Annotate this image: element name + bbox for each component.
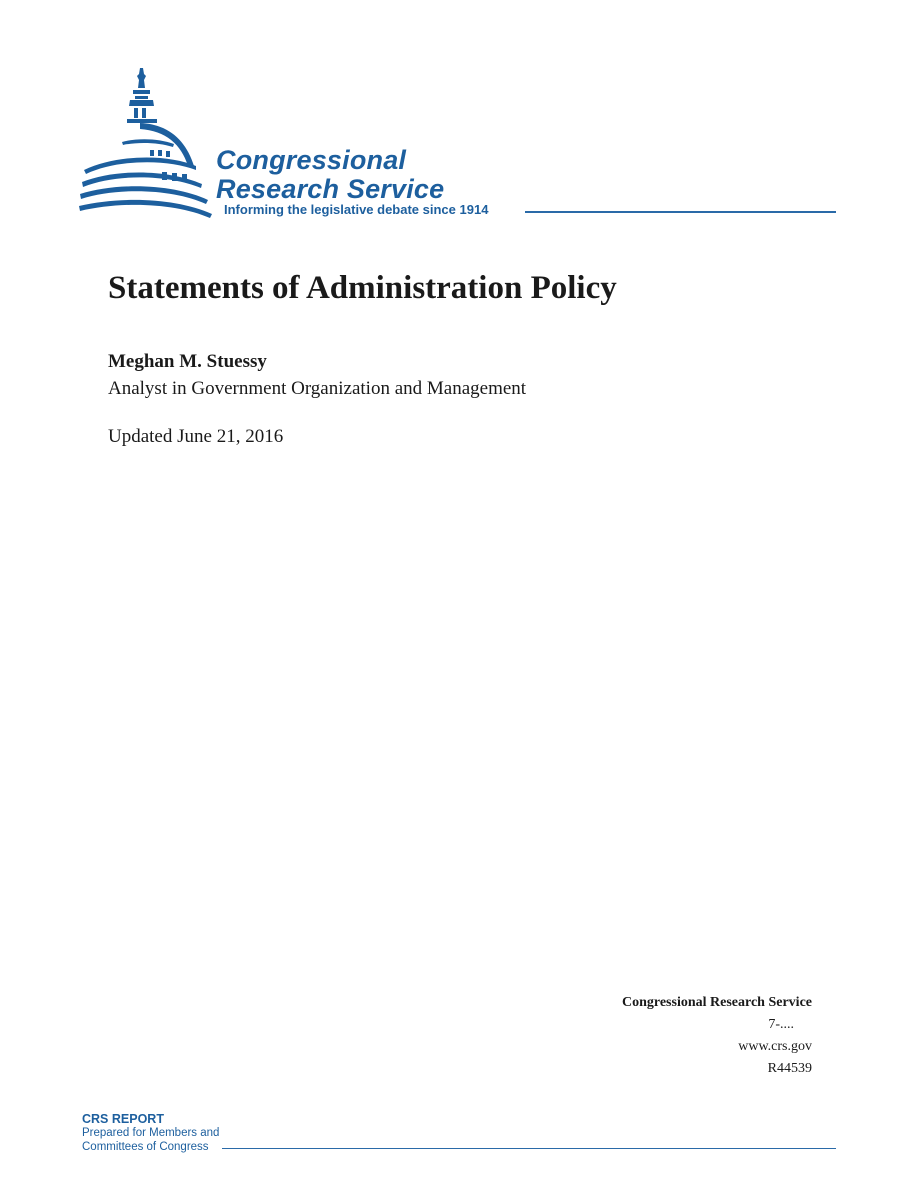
- footer-report-label: CRS REPORT: [82, 1112, 164, 1126]
- publisher-website: www.crs.gov: [738, 1039, 812, 1054]
- capitol-dome-icon: [78, 66, 218, 218]
- author-name: Meghan M. Stuessy: [108, 351, 267, 372]
- logo-name-line2: Research Service: [216, 174, 445, 204]
- report-number: R44539: [767, 1061, 812, 1076]
- document-title: Statements of Administration Policy: [108, 270, 617, 306]
- publisher-name: Congressional Research Service: [621, 995, 812, 1010]
- updated-date: Updated June 21, 2016: [108, 426, 284, 447]
- logo-wordmark: [216, 146, 444, 204]
- logo-tagline: Informing the legislative debate since 1914: [224, 202, 489, 217]
- publisher-phone: 7-....: [768, 1017, 794, 1032]
- author-role: Analyst in Government Organization and Management: [108, 378, 527, 399]
- footer-divider: [222, 1148, 836, 1149]
- report-footer: [82, 1112, 219, 1154]
- publisher-info: [622, 992, 812, 1080]
- footer-line-2: Prepared for Members and: [82, 1127, 220, 1139]
- footer-line-3: Committees of Congress: [82, 1141, 209, 1153]
- logo-name-line1: Congressional: [216, 145, 407, 175]
- header-divider: [525, 211, 836, 213]
